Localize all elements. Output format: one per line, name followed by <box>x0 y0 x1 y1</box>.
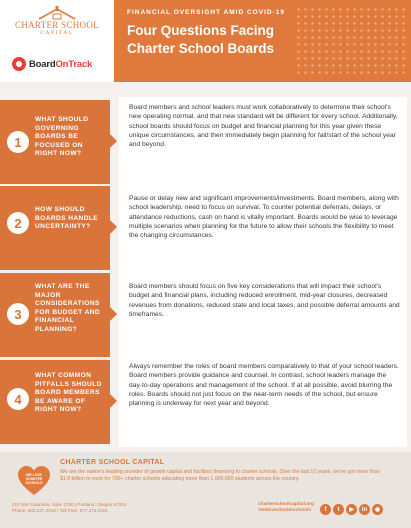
facebook-icon[interactable]: f <box>320 504 331 515</box>
boardontrack-logo[interactable] <box>12 56 92 72</box>
charter-school-capital-logo[interactable] <box>14 6 100 44</box>
question-block-2 <box>0 183 411 273</box>
instagram-icon[interactable]: ◉ <box>372 504 383 515</box>
pointer-arrow <box>110 394 117 408</box>
footer-contact <box>12 502 212 514</box>
question-number-badge: 1 <box>7 131 29 153</box>
question-text: WHAT COMMON PITFALLS SHOULD BOARD MEMBERS BE AWARE OF RIGHT NOW? <box>35 372 102 414</box>
question-panel <box>0 273 110 357</box>
footer-org-name: CHARTER SCHOOL CAPITAL <box>60 459 165 466</box>
answer-panel <box>119 357 407 447</box>
question-text: WHAT SHOULD GOVERNING BOARDS BE FOCUSED ON RIGHT NOW? <box>35 116 89 158</box>
question-block-3 <box>0 270 411 360</box>
answer-text: Board members and school leaders must work collaboratively to determine their school's new operating normal, and that new standard will be different for every school. Additionally, school boards should focus on budget and financial planning for this year given these unique circumstances, and then immediately begin planning for fall/start of the school year and beyond. <box>129 104 398 149</box>
partner-name-a: Board <box>29 58 56 70</box>
heart-badge-text: WE LOVE CHARTER SCHOOLS <box>25 473 43 485</box>
question-block-1 <box>0 97 411 187</box>
question-number-badge: 2 <box>7 212 29 234</box>
pointer-arrow <box>110 134 117 148</box>
partner-name-b: OnTrack <box>55 58 93 70</box>
answer-panel <box>119 97 407 187</box>
footer-description: We are the nation's leading provider of growth capital and facilities financing to charter schools. Over the last 10 years, we've put more than $1.8 billion to work for 700+ charter schools educating more than 1,000,000 students across the country. <box>60 469 380 482</box>
question-number-badge: 4 <box>7 388 29 410</box>
question-panel <box>0 186 110 270</box>
partner-name <box>29 59 92 70</box>
schoolhouse-icon <box>37 6 77 20</box>
answer-text: Pause or delay new and significant improvements/investments. Board members, along with school leadership, need to focus on survival. To counter potential deferrals, delays, or attendance reductions, cash on hand is vitally important. Boards would be wise to leverage multiple scenarios when planning for the future to allow their schools the flexibility to meet the changing circumstances. <box>129 195 399 240</box>
answer-text: Board members should focus on five key considerations that will impact their school's budget and financial plans, including reduced enrollment, mid-year closures, decreased revenues from donations, reduced state and local taxes, and possible deferral amounts and timeframes. <box>129 283 400 318</box>
question-number-badge: 3 <box>7 303 29 325</box>
brand-sub: CAPITAL <box>40 30 74 36</box>
question-block-4 <box>0 357 411 447</box>
footer-address: 222 SW Columbia, Suite 1750 | Portland, Oregon 97201 <box>12 502 127 507</box>
social-icons <box>320 504 383 515</box>
footer <box>0 452 411 528</box>
pointer-arrow <box>110 307 117 321</box>
hashtag-text: #welovecharterschools <box>258 508 312 514</box>
answer-panel <box>119 183 407 273</box>
youtube-icon[interactable]: ▶ <box>346 504 357 515</box>
footer-phone: Phone: 503.227.2910 | Toll Free: 877.272.1001 <box>12 508 108 514</box>
question-text: HOW SHOULD BOARDS HANDLE UNCERTAINTY? <box>35 206 99 231</box>
brand-name: CHARTER SCHOOL <box>15 20 99 30</box>
linkedin-icon[interactable]: in <box>359 504 370 515</box>
question-panel <box>0 100 110 184</box>
question-panel <box>0 360 110 444</box>
page-title: Four Questions Facing Charter School Boards <box>127 23 275 56</box>
logo-panel <box>0 0 114 82</box>
header-banner <box>0 0 411 82</box>
pointer-arrow <box>110 220 117 234</box>
boardontrack-mark-icon <box>12 57 26 71</box>
kicker-text: FINANCIAL OVERSIGHT AMID COVID-19 <box>127 9 285 16</box>
twitter-icon[interactable]: t <box>333 504 344 515</box>
answer-text: Always remember the roles of board members comparatively to that of your school leaders. Board members provide guidance and counsel. In contrast, school leaders manage the day-to-day operations and management of the school. If at all possible, avoid blurring the roles. Boards should not just focus on the near-term needs of the school, but ensure planning is underway for next year and beyond. <box>129 363 399 408</box>
question-text: WHAT ARE THE MAJOR CONSIDERATIONS FOR BUDGET AND FINANCIAL PLANNING? <box>35 283 101 333</box>
answer-panel <box>119 270 407 360</box>
website-link[interactable]: charterschoolcapital.org <box>258 502 314 507</box>
